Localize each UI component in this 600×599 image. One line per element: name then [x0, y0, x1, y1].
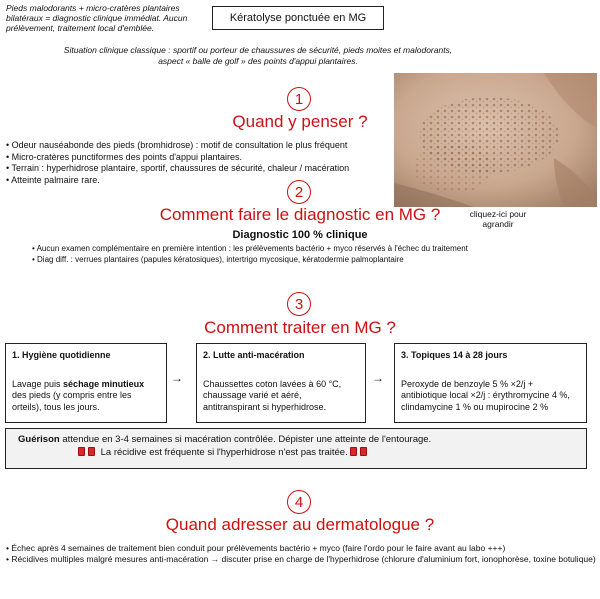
section-heading-1: Quand y penser ? — [232, 112, 368, 131]
section-number-1: 1 — [287, 87, 311, 111]
clinical-situation: Situation clinique classique : sportif ou porteur de chaussures de sécurité, pieds moites et malodorants, aspect « balle de golf » des points d'appui plantaires. — [63, 45, 453, 66]
section-heading-3: Comment traiter en MG ? — [204, 318, 396, 337]
sole-photo[interactable] — [394, 73, 597, 207]
step-3-box — [394, 343, 587, 423]
warning-flag-icon — [88, 447, 95, 456]
section-2-list — [32, 244, 592, 265]
step-1-box — [5, 343, 167, 423]
list-item: • Terrain : hyperhidrose plantaire, sportif, chaussures de sécurité, chaleur / macération — [6, 163, 394, 175]
section-1-list — [6, 140, 394, 186]
foot-sole-image[interactable] — [394, 73, 597, 207]
list-item: • Atteinte palmaire rare. — [6, 175, 394, 187]
list-item: • Diag diff. : verrues plantaires (papules kératosiques), intertrigo mycosique, kératodermie palmoplantaire — [32, 255, 592, 266]
step-2-title: 2. Lutte anti-macération — [203, 350, 305, 360]
section-4-list — [6, 543, 596, 565]
arrow-icon: → — [171, 371, 183, 385]
list-item: • Aucun examen complémentaire en première intention : les prélèvements bactério + myco réservés à l'échec du traitement — [32, 244, 592, 255]
guerison-line-2: La récidive est fréquente si l'hyperhidrose n'est pas traitée. — [18, 446, 586, 459]
warning-flag-icon — [78, 447, 85, 456]
step-2-box — [196, 343, 366, 423]
step-2-text: Chaussettes coton lavées à 60 °C, chaussage varié et aéré, antitranspirant si hyperhidrose. — [203, 378, 342, 412]
arrow-icon: → — [372, 371, 384, 385]
enlarge-photo-link[interactable]: cliquez-ici pour agrandir — [469, 209, 527, 229]
step-1-title: 1. Hygiène quotidienne — [12, 350, 111, 360]
page-title-text: Kératolyse ponctuée en MG — [229, 12, 367, 24]
diagnostic-subheading: Diagnostic 100 % clinique — [232, 229, 368, 241]
warning-flag-icon — [350, 447, 357, 456]
step-1-text: Lavage puis séchage minutieux des pieds (y compris entre les orteils), tous les jours. — [12, 378, 145, 412]
list-item: • Échec après 4 semaines de traitement bien conduit pour prélèvements bactério + myco (faire l'ordo pour le faire avant au labo +++) — [6, 543, 596, 554]
page-title — [212, 6, 384, 30]
step-3-text: Peroxyde de benzoyle 5 % ×2/j + antibiotique local ×2/j : érythromycine 4 %, clindamycine 1 % ou mupirocine 2 % — [401, 378, 570, 412]
step-3-title: 3. Topiques 14 à 28 jours — [401, 350, 508, 360]
section-number-2: 2 — [287, 180, 311, 204]
summary-note: Pieds malodorants + micro-cratères plantaires bilatéraux = diagnostic clinique immédiat. Aucun prélèvement, traitement local d'emblée. — [6, 3, 188, 33]
section-number-4: 4 — [287, 490, 311, 514]
section-number-3: 3 — [287, 292, 311, 316]
section-heading-4: Quand adresser au dermatologue ? — [165, 515, 435, 534]
section-heading-2: Comment faire le diagnostic en MG ? — [159, 205, 441, 224]
guerison-box — [5, 428, 587, 469]
list-item: • Odeur nauséabonde des pieds (bromhidrose) : motif de consultation le plus fréquent — [6, 140, 394, 152]
list-item: • Micro-cratères punctiformes des points d'appui plantaires. — [6, 152, 394, 164]
warning-flag-icon — [360, 447, 367, 456]
list-item: • Récidives multiples malgré mesures anti-macération → discuter prise en charge de l'hyperhidrose (chlorure d'aluminium fort, ionophorèse, toxine botulique) — [6, 554, 596, 565]
guerison-line-1: Guérison attendue en 3-4 semaines si macération contrôlée. Dépister une atteinte de l'entourage. — [18, 434, 432, 445]
